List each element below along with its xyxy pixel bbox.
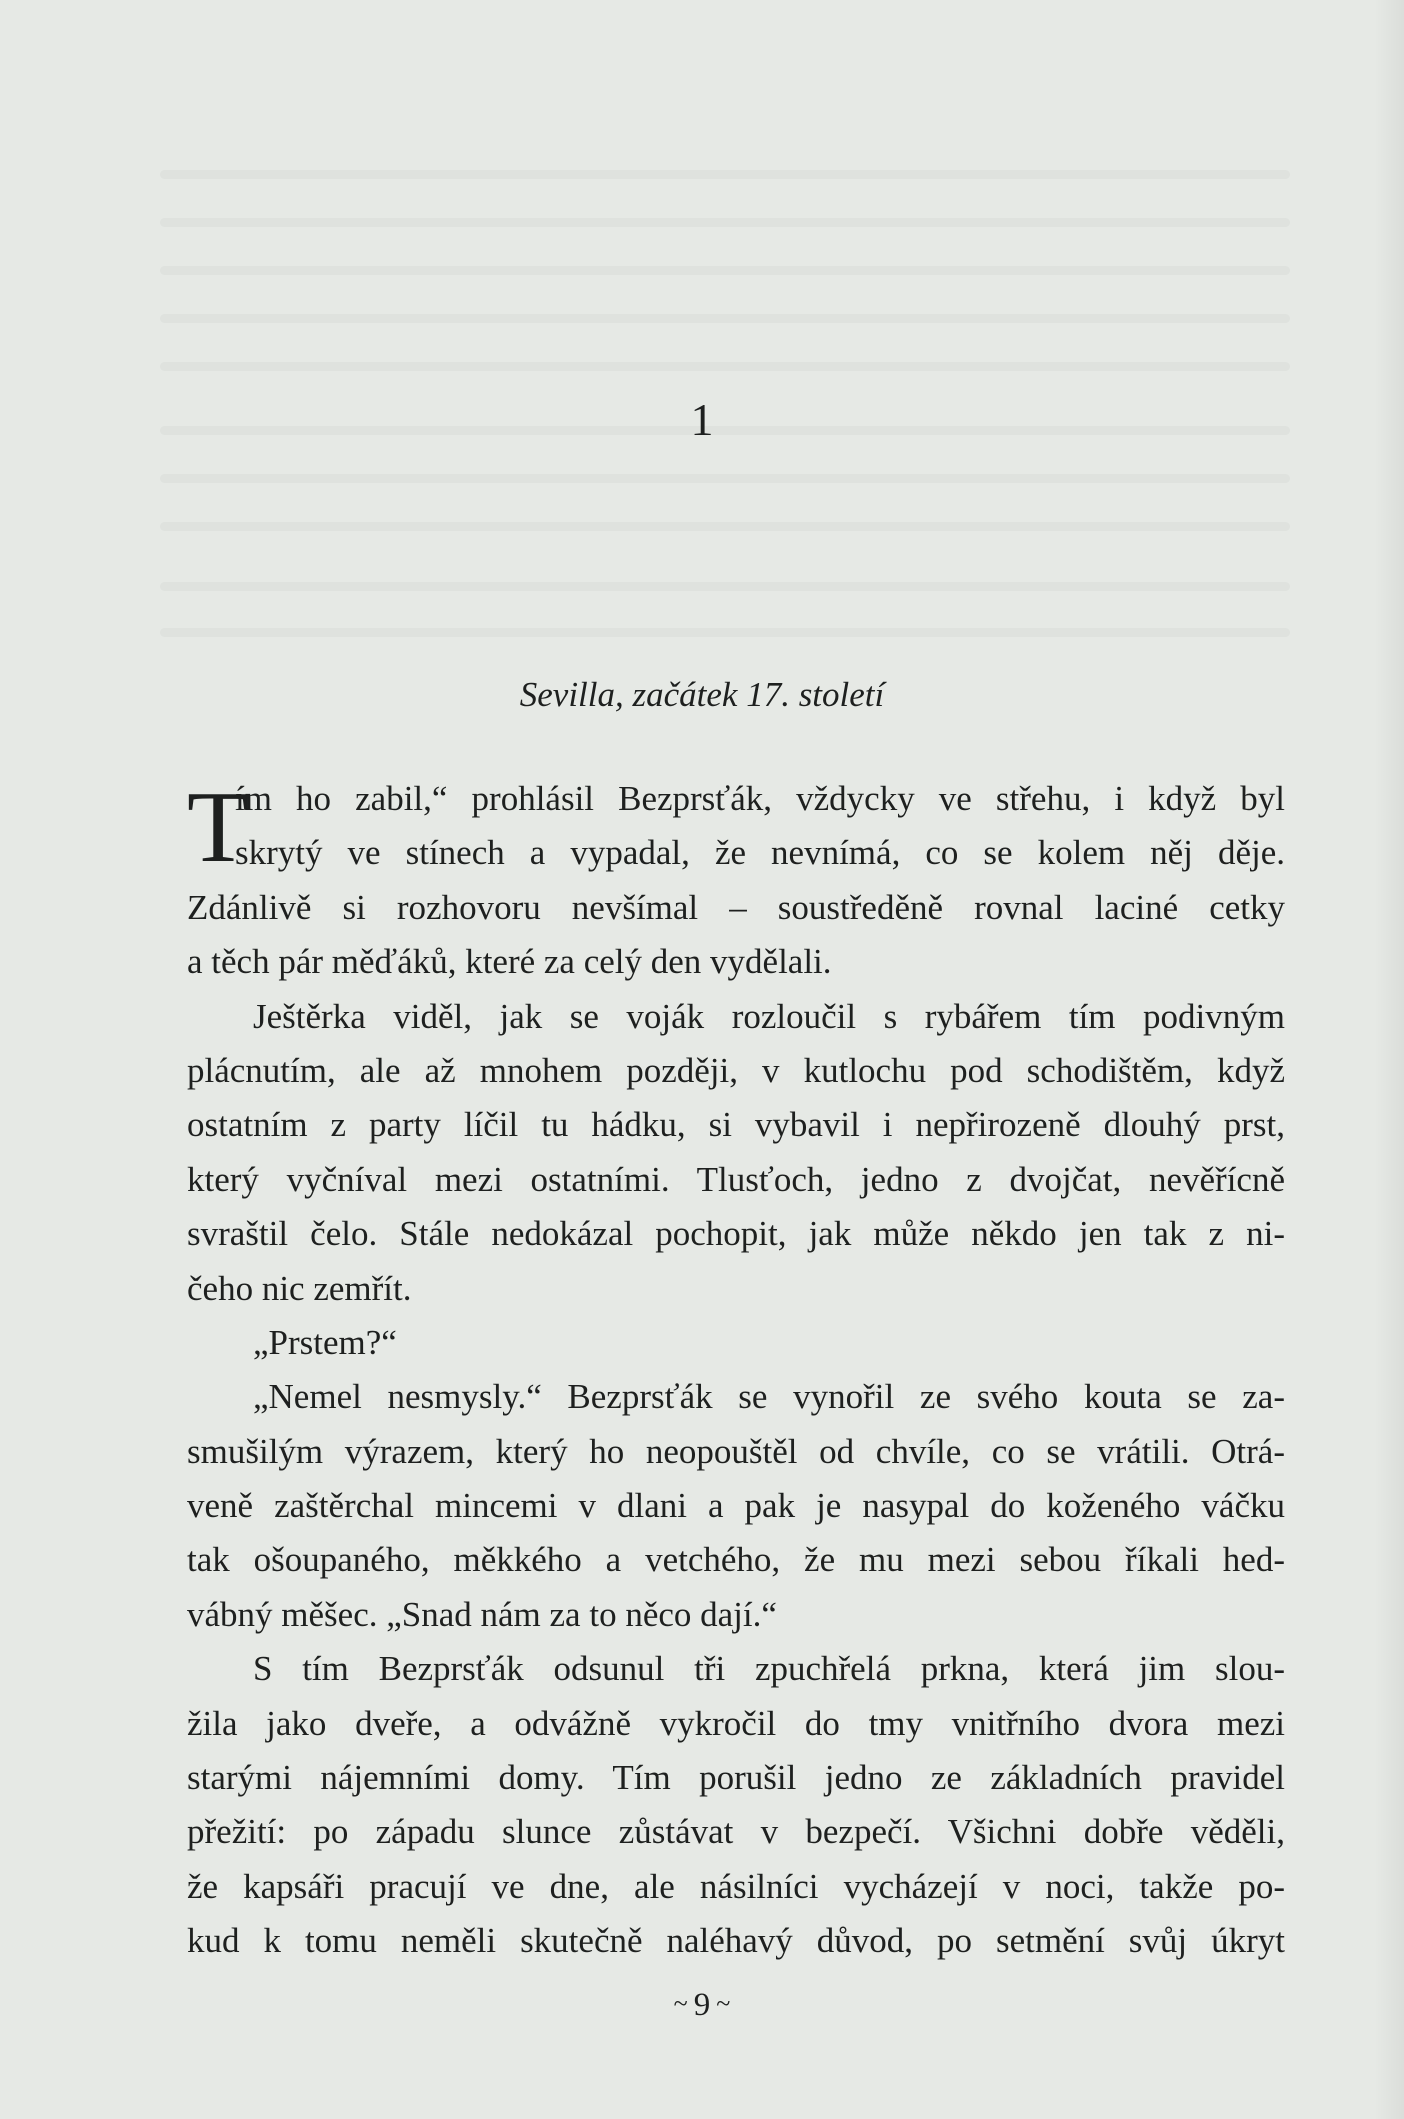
text-line: S tím Bezprsťák odsunul tři zpuchřelá prkna, která jim slou- <box>253 1649 1285 1689</box>
show-through-texture <box>160 314 1290 323</box>
page-edge-shadow <box>1374 0 1404 2119</box>
show-through-texture <box>160 170 1290 179</box>
show-through-texture <box>160 362 1290 371</box>
text-line: starými nájemními domy. Tím porušil jedno ze základních pravidel <box>187 1758 1285 1798</box>
text-line: smušilým výrazem, který ho neopouštěl od chvíle, co se vrátili. Otrá- <box>187 1431 1285 1471</box>
show-through-texture <box>160 218 1290 227</box>
chapter-number: 1 <box>690 394 714 445</box>
show-through-texture <box>160 628 1290 637</box>
show-through-texture <box>160 474 1290 483</box>
chapter-subtitle: Sevilla, začátek 17. století <box>519 675 885 714</box>
text-line: „Nemel nesmysly.“ Bezprsťák se vynořil ze svého kouta se za- <box>253 1377 1285 1417</box>
text-line: že kapsáři pracují ve dne, ale násilníci vycházejí v noci, takže po- <box>187 1866 1285 1906</box>
text-line: „Prstem?“ <box>253 1322 397 1362</box>
text-line: a těch pár měďáků, které za celý den vydělali. <box>187 942 832 982</box>
text-line: kud k tomu neměli skutečně naléhavý důvod, po setmění svůj úkryt <box>187 1921 1285 1961</box>
ornament-left: ~ <box>673 1989 688 2018</box>
text-line: který vyčníval mezi ostatními. Tlusťoch, jedno z dvojčat, nevěřícně <box>187 1159 1285 1199</box>
body-text <box>187 772 1285 1969</box>
page-number-footer <box>0 1982 1404 2027</box>
text-line: přežití: po západu slunce zůstávat v bezpečí. Všichni dobře věděli, <box>187 1812 1285 1852</box>
text-line: čeho nic zemřít. <box>187 1268 412 1308</box>
show-through-texture <box>160 266 1290 275</box>
drop-cap: T <box>187 771 250 884</box>
show-through-texture <box>160 522 1290 531</box>
text-line: skrytý ve stínech a vypadal, že nevnímá, co se kolem něj děje. <box>235 833 1285 873</box>
text-line: Zdánlivě si rozhovoru nevšímal – soustředěně rovnal laciné cetky <box>187 887 1285 927</box>
page-number: 9 <box>693 1987 711 2023</box>
ornament-right: ~ <box>716 1989 731 2018</box>
text-line: žila jako dveře, a odvážně vykročil do tmy vnitřního dvora mezi <box>187 1703 1285 1743</box>
text-line: ím ho zabil,“ prohlásil Bezprsťák, vždycky ve střehu, i když byl <box>235 779 1285 818</box>
text-line: svraštil čelo. Stále nedokázal pochopit, jak může někdo jen tak z ni- <box>187 1214 1285 1254</box>
text-line: vábný měšec. „Snad nám za to něco dají.“ <box>187 1594 777 1634</box>
text-line: Ještěrka viděl, jak se voják rozloučil s rybářem tím podivným <box>253 996 1285 1036</box>
text-line: plácnutím, ale až mnohem později, v kutlochu pod schodištěm, když <box>187 1050 1285 1090</box>
text-line: veně zaštěrchal mincemi v dlani a pak je nasypal do koženého váčku <box>187 1486 1285 1526</box>
text-line: ostatním z party líčil tu hádku, si vybavil i nepřirozeně dlouhý prst, <box>187 1105 1285 1145</box>
show-through-texture <box>160 582 1290 591</box>
text-line: tak ošoupaného, měkkého a vetchého, že mu mezi sebou říkali hed- <box>187 1540 1285 1580</box>
